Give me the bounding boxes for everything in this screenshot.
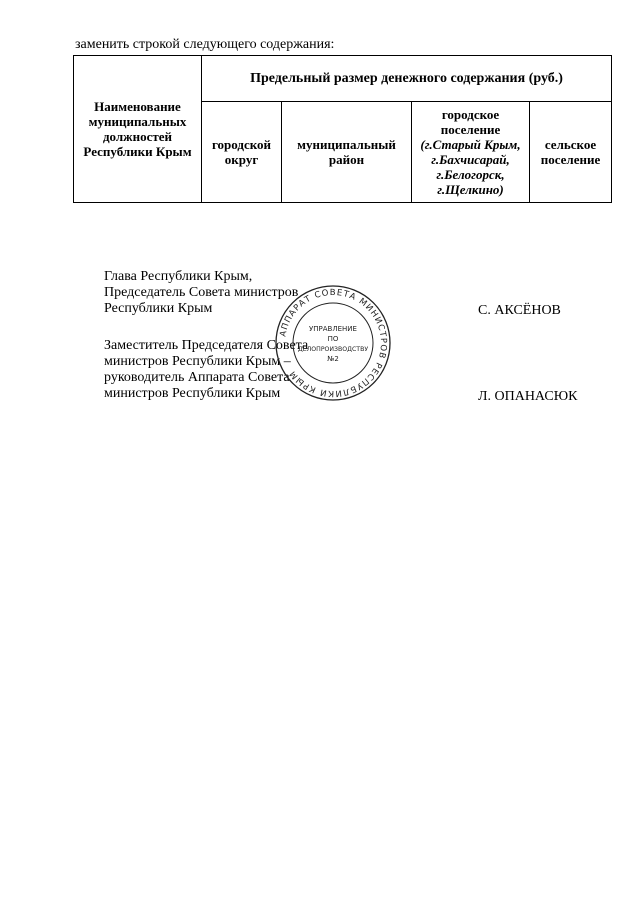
urban-settlement-cities: (г.Старый Крым, г.Бахчисарай, г.Белогорск, г.Щелкино): [420, 137, 521, 197]
signature-title-line: Председатель Совета министров: [104, 285, 299, 300]
signature-name-aksenov: С. АКСЁНОВ: [478, 303, 561, 318]
intro-text: заменить строкой следующего содержания:: [75, 37, 335, 52]
signature-block-head: [104, 269, 298, 317]
header-position-names: Наименование муниципальных должностей Республики Крым: [74, 56, 202, 203]
stamp-center-line: №2: [327, 355, 339, 363]
stamp-ring-text-group: [278, 288, 388, 398]
signature-name-opanasyuk: Л. ОПАНАСЮК: [478, 389, 578, 404]
header-municipal-district: муниципальный район: [282, 102, 412, 203]
header-salary-limit: Предельный размер денежного содержания (руб.): [202, 56, 612, 102]
official-stamp: [273, 283, 393, 403]
stamp-center-line: ДЕЛОПРОИЗВОДСТВУ: [297, 346, 369, 353]
salary-table: [73, 55, 612, 203]
stamp-ring-text: АППАРАТ СОВЕТА МИНИСТРОВ РЕСПУБЛИКИ КРЫМ: [278, 287, 389, 399]
signature-title-line: Республики Крым: [104, 301, 213, 316]
header-city-district: городской округ: [202, 102, 282, 203]
signature-title-line: руководитель Аппарата Совета: [104, 370, 290, 385]
stamp-center-line: ПО: [327, 335, 339, 343]
signature-title-line: Заместитель Председателя Совета: [104, 338, 309, 353]
header-rural-settlement: сельское поселение: [530, 102, 612, 203]
header-urban-settlement: [412, 102, 530, 203]
stamp-center-line: УПРАВЛЕНИЕ: [309, 325, 357, 333]
stamp-inner-ring: [293, 303, 373, 383]
signature-title-line: министров Республики Крым: [104, 386, 281, 401]
signature-title-line: Глава Республики Крым,: [104, 269, 253, 284]
urban-settlement-label: городское поселение: [440, 107, 501, 137]
signature-title-line: министров Республики Крым –: [104, 354, 291, 369]
